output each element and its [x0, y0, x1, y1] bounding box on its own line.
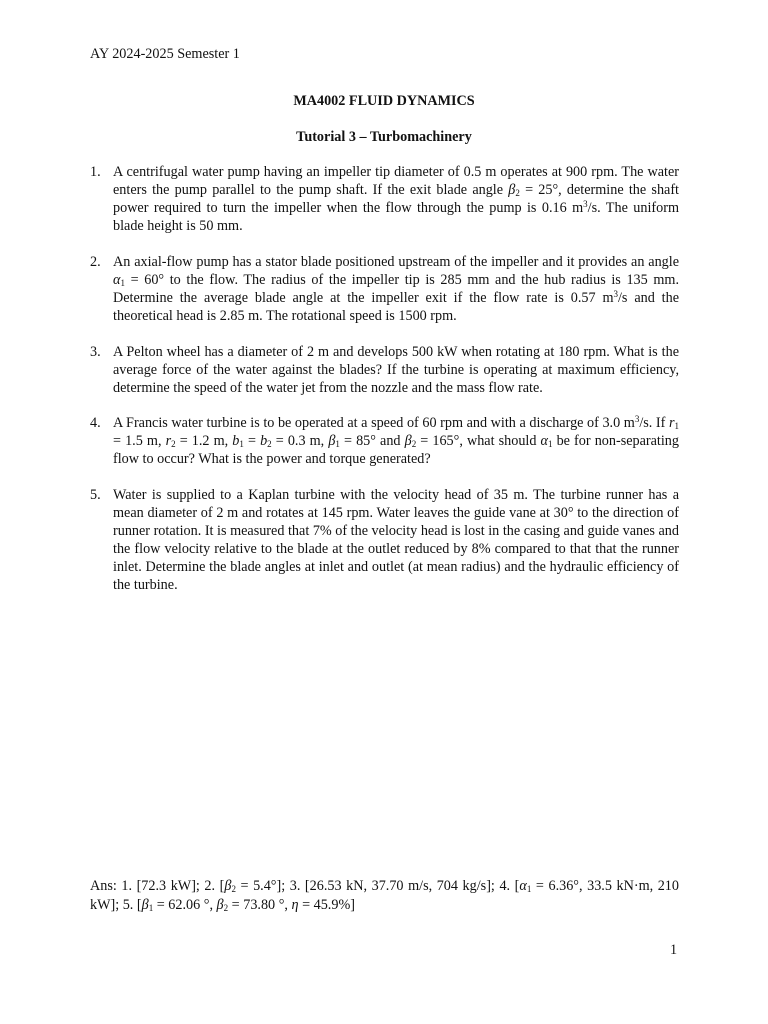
math-symbol: α: [519, 878, 527, 894]
question-text: [113, 163, 679, 235]
text-run: Ans: 1. [72.3 kW]; 2. [: [90, 878, 225, 894]
question-2: [90, 253, 679, 325]
math-symbol: β: [216, 897, 224, 913]
question-5: [90, 486, 679, 594]
question-text: [113, 486, 679, 594]
text-run: A Pelton wheel has a diameter of 2 m and develops 500 kW when rotating at 180 rpm. What is the average force of the water against the blades? If the turbine is operating at maximum efficiency, determine the speed of the water jet from the nozzle and the mass flow rate.: [113, 344, 679, 396]
course-title: MA4002 FLUID DYNAMICS: [293, 93, 475, 109]
question-text: [113, 253, 679, 325]
superscript: 3: [583, 199, 588, 209]
text-run: A Francis water turbine is to be operated at a speed of 60 rpm and with a discharge of 3.0 m: [113, 415, 635, 431]
subscript: 2: [171, 439, 176, 449]
text-run: = 62.06 °,: [153, 897, 217, 913]
superscript: 3: [613, 289, 618, 299]
question-4: [90, 414, 679, 468]
answers: [90, 877, 679, 915]
subscript: 1: [335, 439, 340, 449]
math-symbol: α: [540, 433, 548, 449]
text-run: = 165°, what should: [416, 433, 541, 449]
tutorial-title: Tutorial 3 – Turbomachinery: [296, 129, 472, 145]
page-number: 1: [670, 942, 678, 958]
text-run: = 5.4°]; 3. [26.53 kN, 37.70 m/s, 704 kg/s]; 4. [: [235, 878, 520, 894]
subscript: 1: [674, 421, 679, 431]
subscript: 2: [411, 439, 417, 449]
math-symbol: β: [141, 897, 149, 913]
subscript: 1: [148, 903, 154, 913]
subscript: 1: [548, 439, 553, 449]
math-symbol: r: [668, 415, 675, 431]
question-number: 2.: [90, 254, 101, 270]
math-symbol: β: [508, 182, 516, 198]
question-text: [113, 343, 679, 397]
text-run: An axial-flow pump has a stator blade positioned upstream of the impeller and it provides an angle: [113, 254, 679, 270]
subscript: 1: [526, 884, 532, 894]
text-run: = 60° to the flow. The radius of the impeller tip is 285 mm and the hub radius is 135 mm. Determine the average blade angle at the impeller exit if the flow rate is 0.57 m: [113, 272, 679, 306]
math-symbol: b: [232, 433, 240, 449]
math-symbol: r: [165, 433, 172, 449]
semester-header: AY 2024-2025 Semester 1: [90, 46, 240, 62]
text-run: = 73.80 °,: [228, 897, 292, 913]
subscript: 1: [120, 278, 125, 288]
superscript: 3: [634, 414, 640, 424]
text-run: = 45.9%]: [298, 897, 355, 913]
subscript: 1: [239, 439, 244, 449]
text-run: /s. If: [639, 415, 669, 431]
math-symbol: β: [224, 878, 232, 894]
text-run: = 25°, determine the shaft power required to turn the impeller when the flow through the pump is 0.16 m: [113, 182, 679, 216]
question-text: [113, 414, 679, 468]
subscript: 2: [231, 884, 236, 894]
question-number: 3.: [90, 344, 101, 360]
subscript: 2: [267, 439, 272, 449]
text-run: = 1.2 m,: [175, 433, 233, 449]
question-1: [90, 163, 679, 235]
text-run: /s and the theoretical head is 2.85 m. The rotational speed is 1500 rpm.: [113, 290, 679, 324]
question-3: [90, 343, 679, 397]
question-number: 4.: [90, 415, 101, 431]
math-symbol: α: [113, 272, 121, 288]
math-symbol: β: [328, 433, 336, 449]
text-run: = 6.36°, 33.5 kN·m, 210 kW]; 5. [: [90, 878, 679, 913]
text-run: A centrifugal water pump having an impeller tip diameter of 0.5 m operates at 900 rpm. The water enters the pump parallel to the pump shaft. If the exit blade angle: [113, 164, 679, 198]
question-number: 5.: [90, 487, 101, 503]
text-run: be for non-separating flow to occur? What is the power and torque generated?: [113, 433, 679, 467]
math-symbol: b: [260, 433, 268, 449]
subscript: 2: [515, 188, 520, 198]
text-run: /s. The uniform blade height is 50 mm.: [113, 200, 679, 234]
math-symbol: η: [291, 897, 299, 913]
subscript: 2: [223, 903, 229, 913]
math-symbol: β: [404, 433, 412, 449]
text-run: = 0.3 m,: [271, 433, 329, 449]
text-run: Water is supplied to a Kaplan turbine with the velocity head of 35 m. The turbine runner has a mean diameter of 2 m and rotates at 145 rpm. Water leaves the guide vane at 30° to the direction of runner rotation. It is measured that 7% of the velocity head is lost in the casing and guide vanes and the flow velocity relative to the blade at the outlet reduced by 8% compared to that that the runner inlet. Determine the blade angles at inlet and outlet (at mean radius) and the hydraulic efficiency of the turbine.: [113, 487, 679, 593]
text-run: = 1.5 m,: [113, 433, 166, 449]
question-number: 1.: [90, 164, 101, 180]
text-run: = 85° and: [339, 433, 405, 449]
text-run: =: [243, 433, 261, 449]
